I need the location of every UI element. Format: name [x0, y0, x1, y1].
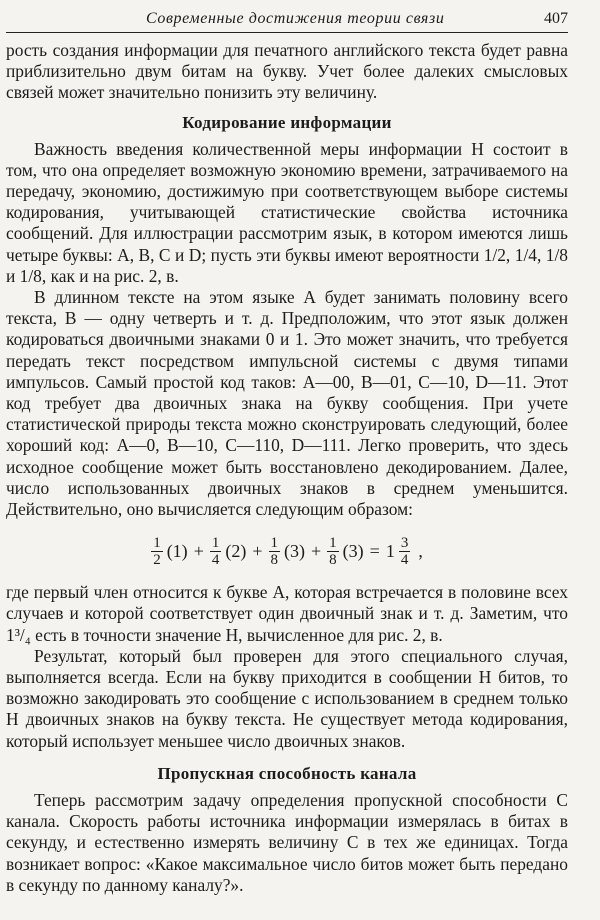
numerator: 1: [329, 534, 337, 551]
page-header: [6, 6, 568, 33]
running-head: Современные достижения теории связи: [146, 10, 445, 27]
fraction: [327, 535, 339, 568]
paragraph-continuation: рость создания информации для печатного английского текста будет равна приблизительно двум битам на букву. Учет более далеких смысловых связей может значительно понизить эту величину.: [6, 40, 568, 103]
section-heading-capacity: Пропускная способность канала: [157, 763, 417, 783]
fraction: [269, 535, 281, 568]
page-body: [6, 40, 568, 896]
denominator: 4: [400, 551, 409, 568]
denominator: 8: [329, 551, 337, 568]
average-code-length-formula: [6, 522, 568, 580]
denominator: 2: [153, 551, 161, 568]
fraction: [210, 535, 222, 568]
paragraph-first-term: где первый член относится к букве А, которая встречается в половине всех случаев и которой соответствует один двоичный знак и т. д. Заметим, что 1³/₄ есть в точности значение H, вычисленное для рис. 2, в.: [6, 582, 568, 645]
plus-sign: +: [311, 540, 322, 561]
whole-part: 1: [385, 540, 395, 561]
fraction: [399, 535, 411, 568]
plus-sign: +: [193, 540, 204, 561]
paragraph-result: Результат, который был проверен для этого специального случая, выполняется всегда. Если на букву приходится в сообщении H битов, то возможно закодировать это сообщение с использованием в среднем только H двоичных знаков на букву текста. Не существует метода кодирования, который использует меньшее число двоичных знаков.: [6, 645, 568, 751]
term: (1): [166, 540, 188, 561]
page-number: 407: [544, 10, 568, 27]
paragraph-long-text: В длинном тексте на этом языке А будет занимать половину всего текста, В — одну четверть и т. д. Предположим, что этот язык должен кодироваться двоичными знаками 0 и 1. Это может значить, что требуется передать текст посредством импульсной системы с двумя типами импульсов. Самый простой код таков: А—00, В—01, С—10, D—11. Этот код требует два двоичных знака на букву сообщения. При учете статистической природы текста можно сконструировать следующий, более хороший код: А—0, В—10, С—110, D—111. Легко проверить, что здесь исходное сообщение может быть восстановлено декодированием. Далее, число использованных двоичных знаков в среднем уменьшится. Действительно, оно вычисляется следующим образом:: [6, 287, 568, 520]
section-heading-coding: Кодирование информации: [182, 112, 392, 132]
numerator: 1: [211, 534, 220, 551]
numerator: 3: [400, 534, 409, 551]
paragraph-importance: Важность введения количественной меры информации H состоит в том, что она определяет возможную экономию времени, затрачиваемого на передачу, экономию, достижимую при соответствующем выборе системы кодирования, учитывающей статистические свойства источника сообщений. Для иллюстрации рассмотрим язык, в котором имеются лишь четыре буквы: А, В, С и D; пусть эти буквы имеют вероятности 1/2, 1/4, 1/8 и 1/8, как и на рис. 2, в.: [6, 138, 568, 286]
paragraph-capacity: Теперь рассмотрим задачу определения пропускной способности C канала. Скорость работы источника информации измерялась в битах в секунду, и естественно измерять величину C в тех же единицах. Тогда возникает вопрос: «Какое максимальное число битов может быть передано в секунду по данному каналу?».: [6, 789, 568, 895]
fraction: [151, 535, 163, 568]
numerator: 1: [153, 534, 161, 551]
term: (3): [342, 540, 364, 561]
equals-sign: =: [369, 540, 380, 561]
denominator: 8: [270, 551, 278, 568]
plus-sign: +: [252, 540, 263, 561]
term: (3): [284, 540, 305, 561]
term: (2): [225, 540, 247, 561]
denominator: 4: [211, 551, 220, 568]
numerator: 1: [270, 534, 278, 551]
formula-comma: ,: [418, 540, 423, 561]
